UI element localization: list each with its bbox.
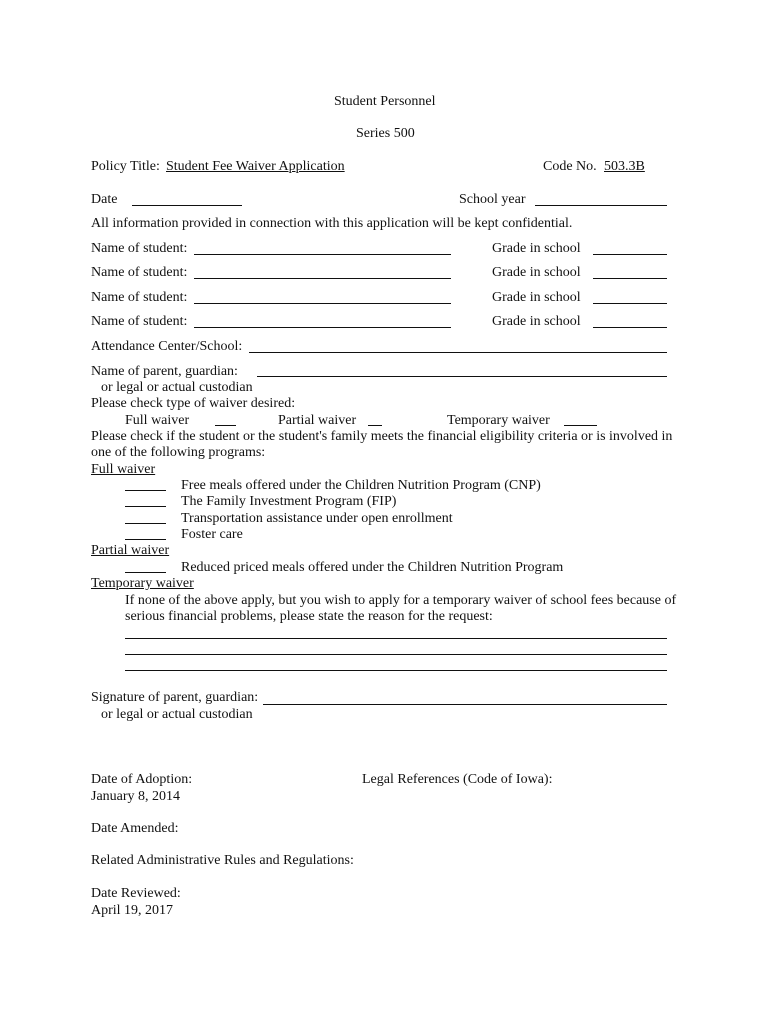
date-label: Date <box>91 192 118 207</box>
date-reviewed-value: April 19, 2017 <box>91 903 174 918</box>
full-waiver-option: Full waiver <box>125 413 190 428</box>
partial-waiver-heading: Partial waiver <box>91 543 170 558</box>
grade-3-field[interactable] <box>593 303 667 304</box>
school-year-label: School year <box>459 192 526 207</box>
related-rules-label: Related Administrative Rules and Regulations: <box>91 853 354 868</box>
parent-label: Name of parent, guardian: <box>91 364 238 379</box>
student-4-field[interactable] <box>194 327 451 328</box>
policy-title: Student Fee Waiver Application <box>166 159 345 174</box>
signature-custodian-label: or legal or actual custodian <box>101 707 253 722</box>
attendance-label: Attendance Center/School: <box>91 339 243 354</box>
signature-label: Signature of parent, guardian: <box>91 690 259 705</box>
grade-1-field[interactable] <box>593 254 667 255</box>
temporary-waiver-heading: Temporary waiver <box>91 576 194 591</box>
temporary-text-1: If none of the above apply, but you wish to apply for a temporary waiver of school fees because of <box>125 593 677 608</box>
full-item-1: Free meals offered under the Children Nutrition Program (CNP) <box>181 478 541 493</box>
partial-waiver-check[interactable] <box>368 425 382 426</box>
full-item-4-check[interactable] <box>125 539 166 540</box>
student-1-label: Name of student: <box>91 241 188 256</box>
date-reviewed-label: Date Reviewed: <box>91 886 181 901</box>
waiver-type-prompt: Please check type of waiver desired: <box>91 396 296 411</box>
full-waiver-heading: Full waiver <box>91 462 156 477</box>
grade-1-label: Grade in school <box>492 241 581 256</box>
code-label: Code No. <box>543 159 597 174</box>
reason-line-2[interactable] <box>125 654 667 655</box>
eligibility-line-1: Please check if the student or the student's family meets the financial eligibility criteria or is involved in <box>91 429 673 444</box>
grade-2-label: Grade in school <box>492 265 581 280</box>
date-field[interactable] <box>132 205 242 206</box>
confidential-notice: All information provided in connection with this application will be kept confidential. <box>91 216 573 231</box>
temporary-waiver-check[interactable] <box>564 425 597 426</box>
attendance-field[interactable] <box>249 352 667 353</box>
temporary-text-2: serious financial problems, please state the reason for the request: <box>125 609 493 624</box>
code-number: 503.3B <box>604 159 645 174</box>
header-student-personnel: Student Personnel <box>334 94 436 109</box>
grade-4-label: Grade in school <box>492 314 581 329</box>
adoption-label: Date of Adoption: <box>91 772 193 787</box>
full-item-3-check[interactable] <box>125 523 166 524</box>
legal-references: Legal References (Code of Iowa): <box>362 772 553 787</box>
student-4-label: Name of student: <box>91 314 188 329</box>
grade-3-label: Grade in school <box>492 290 581 305</box>
partial-waiver-option: Partial waiver <box>278 413 357 428</box>
full-waiver-check[interactable] <box>215 425 236 426</box>
signature-field[interactable] <box>263 704 667 705</box>
school-year-field[interactable] <box>535 205 667 206</box>
student-3-field[interactable] <box>194 303 451 304</box>
partial-item-1: Reduced priced meals offered under the Children Nutrition Program <box>181 560 564 575</box>
full-item-4: Foster care <box>181 527 243 542</box>
eligibility-line-2: one of the following programs: <box>91 445 266 460</box>
date-amended-label: Date Amended: <box>91 821 179 836</box>
full-item-1-check[interactable] <box>125 490 166 491</box>
policy-title-label: Policy Title: <box>91 159 160 174</box>
reason-line-1[interactable] <box>125 638 667 639</box>
student-2-field[interactable] <box>194 278 451 279</box>
grade-4-field[interactable] <box>593 327 667 328</box>
student-3-label: Name of student: <box>91 290 188 305</box>
parent-custodian-label: or legal or actual custodian <box>101 380 253 395</box>
partial-item-1-check[interactable] <box>125 572 166 573</box>
reason-line-3[interactable] <box>125 670 667 671</box>
temporary-waiver-option: Temporary waiver <box>447 413 550 428</box>
full-item-2: The Family Investment Program (FIP) <box>181 494 397 509</box>
grade-2-field[interactable] <box>593 278 667 279</box>
full-item-2-check[interactable] <box>125 506 166 507</box>
header-series: Series 500 <box>356 126 415 141</box>
adoption-date: January 8, 2014 <box>91 789 181 804</box>
student-1-field[interactable] <box>194 254 451 255</box>
student-2-label: Name of student: <box>91 265 188 280</box>
full-item-3: Transportation assistance under open enrollment <box>181 511 453 526</box>
parent-field[interactable] <box>257 376 667 377</box>
